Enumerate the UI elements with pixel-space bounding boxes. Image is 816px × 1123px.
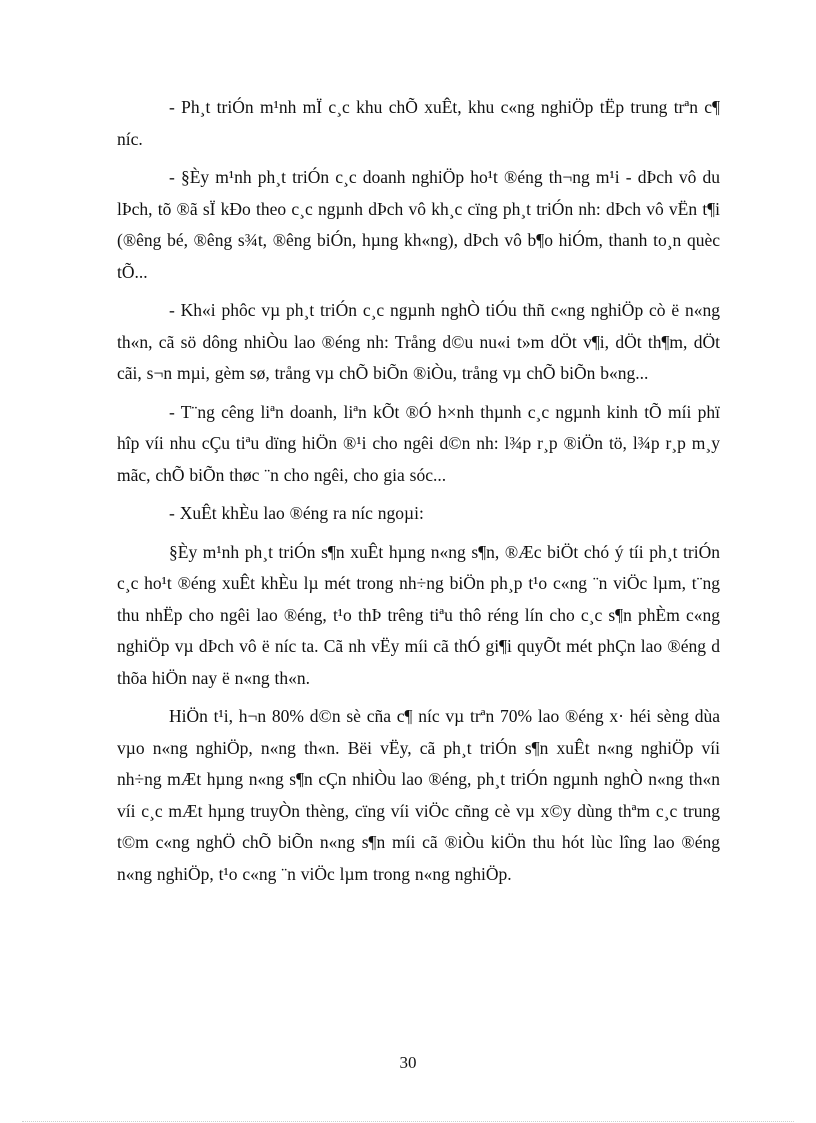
document-body <box>117 92 720 897</box>
paragraph-trade-services: - §Èy m¹nh ph¸t triÓn c¸c doanh nghiÖp ho¹t ®éng th¬ng m¹i - dÞch vô du lÞch, tõ ®ã sÏ kÐo theo c¸c ngµnh dÞch vô kh¸c cïng ph¸t triÓn nh: dÞch vô vËn t¶i (®êng bé, ®êng s¾t, ®êng biÓn, hµng kh«ng), dÞch vô b¶o hiÓm, thanh to¸n quèc tÕ... <box>117 167 720 282</box>
paragraph-rural-population: HiÖn t¹i, h¬n 80% d©n sè cña c¶ níc vµ trªn 70% lao ®éng x· héi sèng dùa vµo n«ng nghiÖp, n«ng th«n. Bëi vËy, cã ph¸t triÓn s¶n xuÊt n«ng nghiÖp víi nh÷ng mÆt hµng n«ng s¶n cÇn nhiÒu lao ®éng, ph¸t triÓn ngµnh nghÒ n«ng th«n víi c¸c mÆt hµng truyÒn thèng, cïng víi viÖc cñng cè vµ x©y dùng thªm c¸c trung t©m c«ng nghÖ chÕ biÕn n«ng s¶n míi cã ®iÒu kiÖn thu hót lùc lîng lao ®éng n«ng nghiÖp, t¹o c«ng ¨n viÖc lµm trong n«ng nghiÖp. <box>117 706 720 884</box>
paragraph-labor-export-heading: - XuÊt khÈu lao ®éng ra níc ngoµi: <box>169 503 424 523</box>
paragraph-handicrafts: - Kh«i phôc vµ ph¸t triÓn c¸c ngµnh nghÒ tiÓu thñ c«ng nghiÖp cò ë n«ng th«n, cã sö dông nhiÒu lao ®éng nh: Trång d©u nu«i t»m dÖt v¶i, dÖt th¶m, dÖt cãi, s¬n mµi, gèm sø, trång vµ chÕ biÕn ®iÒu, trång vµ chÕ biÕn b«ng... <box>117 300 720 383</box>
paragraph-export-zones: - Ph¸t triÓn m¹nh mÏ c¸c khu chÕ xuÊt, khu c«ng nghiÖp tËp trung trªn c¶ níc. <box>117 97 720 149</box>
footer-divider <box>22 1121 794 1122</box>
page-number: 30 <box>399 1053 417 1072</box>
paragraph-agricultural-exports: §Èy m¹nh ph¸t triÓn s¶n xuÊt hµng n«ng s¶n, ®Æc biÖt chó ý tíi ph¸t triÓn c¸c ho¹t ®éng xuÊt khÈu lµ mét trong nh÷ng biÖn ph¸p t¹o c«ng ¨n viÖc lµm, t¨ng thu nhËp cho ngêi lao ®éng, t¹o thÞ trêng tiªu thô réng lín cho c¸c s¶n phÈm c«ng nghiÖp vµ dÞch vô ë níc ta. Cã nh vËy míi cã thÓ gi¶i quyÕt mét phÇn lao ®éng d thõa hiÖn nay ë n«ng th«n. <box>117 541 720 688</box>
paragraph-joint-ventures: - T¨ng cêng liªn doanh, liªn kÕt ®Ó h×nh thµnh c¸c ngµnh kinh tÕ míi phï hîp víi nhu cÇu tiªu dïng hiÖn ®¹i cho ngêi d©n nh: l¾p r¸p ®iÖn tö, l¾p r¸p m¸y mãc, chÕ biÕn thøc ¨n cho ngêi, cho gia sóc... <box>117 401 720 485</box>
